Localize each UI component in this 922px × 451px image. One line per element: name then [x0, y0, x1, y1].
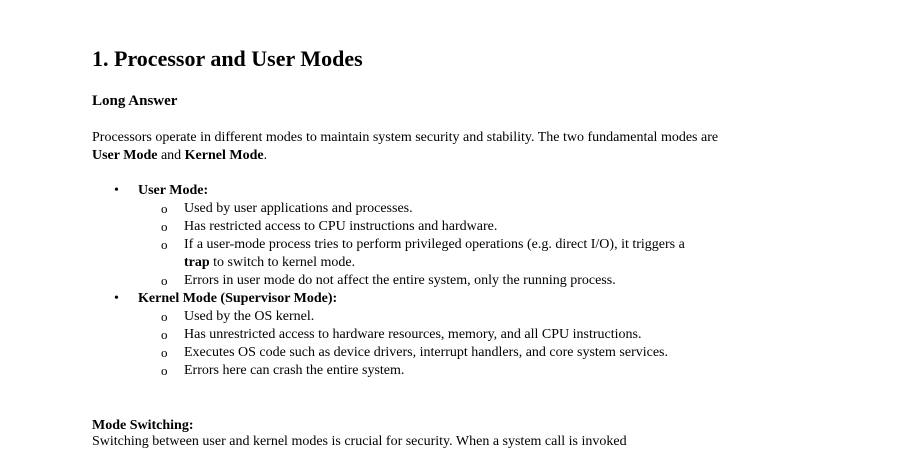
sub-bullet-icon: o [161, 309, 168, 324]
modes-list [0, 182, 784, 380]
sub-list-item [0, 344, 784, 362]
sub-list-item-text: Has unrestricted access to hardware resources, memory, and all CPU instructions. [184, 327, 642, 342]
sub-bullet-icon: o [161, 201, 168, 216]
sub-list-item [0, 200, 784, 218]
sub-list-item [0, 308, 784, 326]
list-item-label: Kernel Mode (Supervisor Mode): [138, 291, 338, 306]
sub-list-item [0, 326, 784, 344]
sub-bullet-icon: o [161, 237, 168, 252]
page-title: 1. Processor and User Modes [92, 46, 363, 71]
sub-bullet-icon: o [161, 219, 168, 234]
sub-list-item [0, 362, 784, 380]
sub-list-item-text: Used by user applications and processes. [184, 201, 413, 216]
list-item-user-mode [0, 182, 784, 200]
sub-list-item-text: Errors here can crash the entire system. [184, 363, 405, 378]
sub-list-item-text: Errors in user mode do not affect the entire system, only the running process. [184, 273, 616, 288]
bullet-icon: • [114, 291, 119, 306]
intro-paragraph [92, 129, 732, 165]
section-heading: Long Answer [92, 93, 178, 109]
sub-list-item-text: Has restricted access to CPU instructions and hardware. [184, 219, 498, 234]
list-item-kernel-mode [0, 290, 784, 308]
trap-text-post: to switch to kernel mode. [209, 255, 356, 270]
bullet-icon: • [114, 183, 119, 198]
sub-bullet-icon: o [161, 327, 168, 342]
intro-text-3: . [263, 148, 268, 163]
intro-bold-kernel-mode: Kernel Mode [184, 148, 264, 163]
intro-text-1: Processors operate in different modes to maintain system security and stability. The two fundamental modes are [92, 130, 719, 145]
sub-bullet-icon: o [161, 363, 168, 378]
sub-list-item [0, 272, 784, 290]
sub-list-item [0, 236, 784, 272]
trap-text-pre: If a user-mode process tries to perform privileged operations (e.g. direct I/O), it triggers a [184, 237, 685, 252]
sub-bullet-icon: o [161, 273, 168, 288]
mode-switching-heading: Mode Switching: [92, 418, 194, 433]
sub-bullet-icon: o [161, 345, 168, 360]
sub-list-item-text: Used by the OS kernel. [184, 309, 315, 324]
trap-bold: trap [184, 255, 210, 270]
sub-list-item-text: Executes OS code such as device drivers, interrupt handlers, and core system services. [184, 345, 669, 360]
sub-list-item-text [184, 236, 704, 272]
intro-bold-user-mode: User Mode [92, 148, 158, 163]
cutoff-paragraph: Switching between user and kernel modes is crucial for security. When a system call is invoked [92, 434, 627, 449]
sub-list-item [0, 218, 784, 236]
list-item-label: User Mode: [138, 183, 209, 198]
intro-text-2: and [157, 148, 185, 163]
